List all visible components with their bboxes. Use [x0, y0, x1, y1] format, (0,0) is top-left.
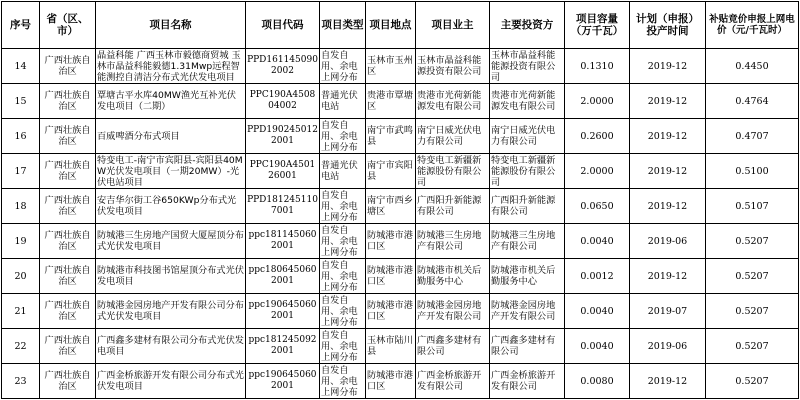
cell-project-location-text: 玉林市陆川县 [367, 335, 413, 357]
header-bid-price: 补贴竞价申报上网电价（元/千瓦时） [706, 2, 799, 49]
cell-project-code-text: PPD1902450122001 [247, 125, 318, 146]
cell-project-name [96, 189, 246, 224]
cell-capacity: 2.0000 [565, 84, 630, 119]
cell-project-owner [416, 189, 490, 224]
cell-province: 广西壮族自治区 [40, 259, 96, 294]
table-body [2, 49, 799, 399]
cell-no: 18 [2, 189, 40, 224]
cell-project-type [320, 84, 366, 119]
cell-province: 广西壮族自治区 [40, 49, 96, 84]
cell-project-name [96, 49, 246, 84]
cell-main-investor-text: 防城港市机关后勤服务中心 [491, 265, 556, 287]
cell-project-name [96, 364, 246, 399]
cell-commission-time: 2019-12 [630, 189, 706, 224]
cell-project-owner [416, 119, 490, 154]
cell-project-code [246, 364, 320, 399]
cell-main-investor [490, 84, 565, 119]
cell-project-type [320, 364, 366, 399]
header-province: 省（区、市） [40, 2, 96, 49]
cell-project-name-text: 覃塘古平水库40MW渔光互补光伏发电项目（二期） [97, 90, 236, 112]
table-row [2, 294, 799, 329]
cell-bid-price: 0.5207 [706, 364, 799, 399]
header-main-investor: 主要投资方 [490, 2, 565, 49]
cell-main-investor [490, 224, 565, 259]
cell-capacity: 0.2600 [565, 119, 630, 154]
cell-main-investor-text: 南宁日威光伏电力有限公司 [491, 125, 556, 147]
cell-project-name-text: 防城港市科技图书馆屋顶分布式光伏发电项目 [97, 265, 244, 287]
cell-capacity: 2.0000 [565, 154, 630, 189]
cell-project-location-text: 防城港市港口区 [367, 230, 413, 252]
cell-project-owner [416, 84, 490, 119]
cell-main-investor [490, 154, 565, 189]
cell-project-type-text: 普通光伏电站 [321, 160, 358, 182]
cell-project-name [96, 119, 246, 154]
cell-project-type-text: 自发自用、余电上网分布 [321, 259, 358, 293]
cell-no: 22 [2, 329, 40, 364]
cell-project-owner-text: 防城港市机关后勤服务中心 [417, 265, 482, 287]
table-row [2, 154, 799, 189]
cell-commission-time: 2019-12 [630, 259, 706, 294]
cell-commission-time: 2019-12 [630, 364, 706, 399]
cell-bid-price: 0.4764 [706, 84, 799, 119]
cell-project-location-text: 贵港市覃塘区 [367, 90, 413, 112]
cell-project-code [246, 154, 320, 189]
table-row [2, 49, 799, 84]
cell-main-investor [490, 189, 565, 224]
header-project-owner: 项目业主 [416, 2, 490, 49]
cell-project-owner [416, 364, 490, 399]
cell-commission-time: 2019-12 [630, 119, 706, 154]
cell-project-type [320, 154, 366, 189]
cell-project-type-text: 自发自用、余电上网分布 [321, 119, 358, 153]
cell-project-type-text: 自发自用、余电上网分布 [321, 189, 358, 223]
table-row [2, 119, 799, 154]
cell-project-location-text: 玉林市玉州区 [367, 55, 413, 77]
cell-project-location-text: 南宁市宾阳县 [367, 160, 413, 182]
cell-capacity: 0.0040 [565, 224, 630, 259]
cell-project-name-text: 百威啤酒分布式项目 [97, 130, 180, 142]
cell-project-name-text: 广西鑫多建材有限公司分布式光伏发电项目 [97, 335, 244, 357]
cell-project-location-text: 防城港市港口区 [367, 265, 413, 287]
cell-project-location [366, 154, 416, 189]
cell-main-investor-text: 贵港市光荷新能源发电有限公司 [491, 90, 556, 112]
cell-main-investor [490, 259, 565, 294]
cell-project-owner-text: 广西鑫多建材有限公司 [417, 335, 482, 357]
cell-project-code-text: PPD1812451107001 [247, 195, 318, 216]
cell-project-code-text: ppc1906450602001 [248, 300, 317, 321]
cell-project-code-text: ppc1906450602001 [248, 370, 317, 391]
table-header [2, 2, 799, 49]
cell-project-type [320, 49, 366, 84]
table-row [2, 259, 799, 294]
cell-project-owner [416, 329, 490, 364]
cell-no: 14 [2, 49, 40, 84]
cell-project-code-text: ppc1806450602001 [248, 265, 317, 286]
cell-no: 19 [2, 224, 40, 259]
cell-main-investor-text: 广西鑫多建材有限公司 [491, 335, 556, 357]
cell-project-owner-text: 广西阳升新能源有限公司 [417, 195, 482, 217]
cell-project-owner-text: 贵港市光荷新能源发电有限公司 [417, 90, 482, 112]
cell-project-type-text: 自发自用、余电上网分布 [321, 294, 358, 328]
cell-project-name-text: 防城港三生房地产国贸大厦屋顶分布式光伏发电项目 [97, 230, 244, 252]
table-row [2, 364, 799, 399]
cell-bid-price: 0.5207 [706, 259, 799, 294]
cell-commission-time: 2019-12 [630, 49, 706, 84]
cell-project-code-text: ppc1812450922001 [248, 335, 317, 356]
cell-project-owner-text: 特变电工新疆新能源股份有限公司 [417, 154, 482, 188]
cell-project-owner [416, 224, 490, 259]
cell-project-owner [416, 154, 490, 189]
cell-project-type [320, 189, 366, 224]
cell-project-location-text: 防城港市港口区 [367, 300, 413, 322]
cell-main-investor-text: 广西阳升新能源有限公司 [491, 195, 556, 217]
header-project-name: 项目名称 [96, 2, 246, 49]
cell-project-owner-text: 防城港金园房地产开发有限公司 [417, 300, 482, 322]
cell-bid-price: 0.4450 [706, 49, 799, 84]
cell-province: 广西壮族自治区 [40, 84, 96, 119]
header-project-type: 项目类型 [320, 2, 366, 49]
cell-project-code [246, 84, 320, 119]
cell-project-location [366, 119, 416, 154]
cell-project-code [246, 224, 320, 259]
cell-project-owner-text: 防城港三生房地产有限公司 [417, 230, 482, 252]
cell-project-type-text: 自发自用、余电上网分布 [321, 329, 358, 363]
cell-project-name-text: 特变电工-南宁市宾阳县-宾阳县40MW光伏发电项目（一期20MW）-光伏电站项目 [97, 154, 243, 188]
cell-commission-time: 2019-12 [630, 84, 706, 119]
cell-project-location [366, 189, 416, 224]
table-row [2, 84, 799, 119]
cell-province: 广西壮族自治区 [40, 294, 96, 329]
cell-project-location-text: 南宁市西乡塘区 [367, 195, 413, 217]
cell-project-code-text: PPD1611450902002 [247, 55, 318, 76]
cell-project-type [320, 119, 366, 154]
cell-project-code-text: ppc1811450602001 [248, 230, 317, 251]
cell-project-name [96, 154, 246, 189]
cell-commission-time: 2019-06 [630, 224, 706, 259]
cell-no: 21 [2, 294, 40, 329]
cell-no: 20 [2, 259, 40, 294]
cell-project-name [96, 294, 246, 329]
cell-project-owner-text: 南宁日威光伏电力有限公司 [417, 125, 482, 147]
table-row [2, 224, 799, 259]
cell-project-owner-text: 玉林市晶益科能源投资有限公司 [417, 55, 482, 77]
cell-main-investor-text: 玉林市晶益科能能源投资有限公司 [491, 49, 556, 83]
cell-project-location [366, 224, 416, 259]
project-table [1, 1, 799, 399]
cell-project-code [246, 259, 320, 294]
cell-province: 广西壮族自治区 [40, 224, 96, 259]
cell-main-investor [490, 49, 565, 84]
cell-main-investor-text: 防城港金园房地产开发有限公司 [491, 300, 556, 322]
cell-project-location [366, 294, 416, 329]
cell-province: 广西壮族自治区 [40, 364, 96, 399]
cell-commission-time: 2019-07 [630, 294, 706, 329]
cell-project-type-text: 普通光伏电站 [321, 90, 358, 112]
cell-main-investor [490, 329, 565, 364]
cell-project-type [320, 329, 366, 364]
cell-bid-price: 0.4707 [706, 119, 799, 154]
cell-main-investor [490, 294, 565, 329]
cell-project-owner [416, 259, 490, 294]
cell-main-investor-text: 防城港三生房地产有限公司 [491, 230, 556, 252]
cell-project-type [320, 224, 366, 259]
table-row [2, 189, 799, 224]
cell-project-code [246, 189, 320, 224]
cell-project-location [366, 364, 416, 399]
header-project-code: 项目代码 [246, 2, 320, 49]
cell-project-code-text: PPC190A450126001 [249, 160, 316, 181]
header-row [2, 2, 799, 49]
cell-project-location [366, 84, 416, 119]
cell-project-location-text: 防城港市港口区 [367, 370, 413, 392]
cell-project-type-text: 自发自用、余电上网分布 [321, 364, 358, 398]
cell-commission-time: 2019-12 [630, 154, 706, 189]
cell-main-investor-text: 特变电工新疆新能源股份有限公司 [491, 154, 556, 188]
cell-project-location-text: 南宁市武鸣县 [367, 125, 413, 147]
cell-project-location [366, 329, 416, 364]
header-project-location: 项目地点 [366, 2, 416, 49]
cell-project-name [96, 224, 246, 259]
cell-project-type [320, 294, 366, 329]
cell-project-owner-text: 广西金桥旅游开发有限公司 [417, 370, 482, 392]
cell-project-name [96, 84, 246, 119]
cell-bid-price: 0.5207 [706, 294, 799, 329]
header-no: 序号 [2, 2, 40, 49]
cell-main-investor [490, 364, 565, 399]
header-capacity: 项目容量（万千瓦） [565, 2, 630, 49]
header-commission-time: 计划（申报）投产时间 [630, 2, 706, 49]
cell-capacity: 0.0650 [565, 189, 630, 224]
cell-project-code [246, 49, 320, 84]
cell-province: 广西壮族自治区 [40, 119, 96, 154]
cell-no: 16 [2, 119, 40, 154]
cell-project-name [96, 329, 246, 364]
cell-capacity: 0.0040 [565, 294, 630, 329]
cell-project-location [366, 259, 416, 294]
cell-no: 17 [2, 154, 40, 189]
cell-project-code [246, 119, 320, 154]
project-table-container [1, 1, 798, 399]
cell-capacity: 0.1310 [565, 49, 630, 84]
cell-bid-price: 0.5207 [706, 329, 799, 364]
cell-main-investor-text: 广西金桥旅游开发有限公司 [491, 370, 556, 392]
cell-main-investor [490, 119, 565, 154]
cell-no: 15 [2, 84, 40, 119]
cell-province: 广西壮族自治区 [40, 154, 96, 189]
cell-project-location [366, 49, 416, 84]
cell-project-type [320, 259, 366, 294]
cell-project-type-text: 自发自用、余电上网分布 [321, 224, 358, 258]
cell-project-code [246, 329, 320, 364]
cell-capacity: 0.0080 [565, 364, 630, 399]
cell-province: 广西壮族自治区 [40, 329, 96, 364]
cell-capacity: 0.0012 [565, 259, 630, 294]
cell-project-type-text: 自发自用、余电上网分布 [321, 49, 358, 83]
cell-bid-price: 0.5207 [706, 224, 799, 259]
cell-project-code-text: PPC190A450804002 [249, 90, 316, 111]
cell-project-name-text: 晶益科能 广西玉林市毅德商贸城 玉林市晶益科能毅德1.31Mwp远程智能测控自清洁分布式光伏发电项目 [97, 49, 241, 83]
cell-bid-price: 0.5100 [706, 154, 799, 189]
cell-project-name-text: 安吉华尔街工谷650KWp分布式光伏发电项目 [97, 195, 237, 217]
cell-bid-price: 0.5107 [706, 189, 799, 224]
cell-no: 23 [2, 364, 40, 399]
cell-province: 广西壮族自治区 [40, 189, 96, 224]
cell-project-name [96, 259, 246, 294]
cell-project-name-text: 广西金桥旅游开发有限公司分布式光伏发电项目 [97, 370, 244, 392]
cell-capacity: 0.0040 [565, 329, 630, 364]
cell-project-name-text: 防城港金园房地产开发有限公司分布式光伏发电项目 [97, 300, 244, 322]
cell-project-owner [416, 294, 490, 329]
cell-project-owner [416, 49, 490, 84]
cell-commission-time: 2019-06 [630, 329, 706, 364]
table-row [2, 329, 799, 364]
cell-project-code [246, 294, 320, 329]
